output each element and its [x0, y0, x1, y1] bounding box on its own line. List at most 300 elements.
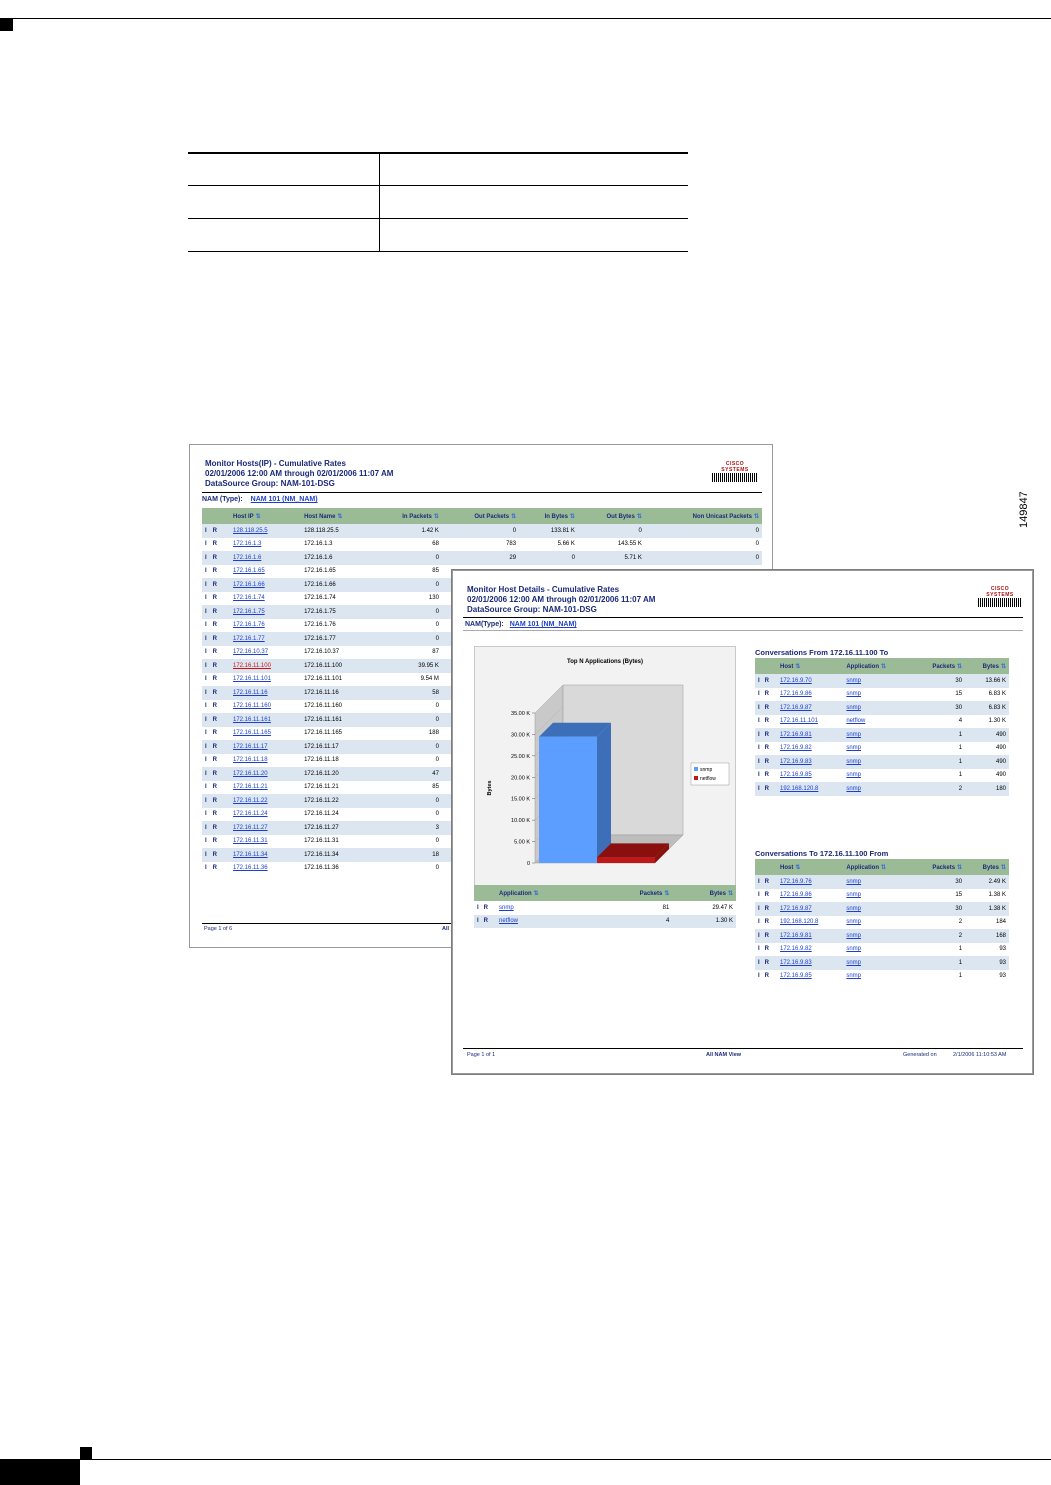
i-link[interactable]: I: [205, 824, 207, 831]
sort-icon[interactable]: ⇅: [795, 864, 801, 871]
hosts-footer-page: Page 1 of 6: [204, 926, 233, 932]
hosts-nam-link[interactable]: NAM 101 (NM_NAM): [250, 496, 318, 503]
cell-app[interactable]: [496, 901, 595, 915]
cell-packets: [912, 929, 965, 943]
cell-host[interactable]: [777, 674, 843, 688]
r-link[interactable]: R: [764, 905, 770, 912]
cell-app[interactable]: [496, 915, 595, 929]
cell-host[interactable]: [777, 755, 843, 769]
bar-snmp: [539, 737, 597, 863]
cell-packets: [912, 875, 965, 889]
col-header[interactable]: [645, 508, 762, 524]
cell-host[interactable]: [777, 943, 843, 957]
cell-host[interactable]: [777, 970, 843, 984]
r-link[interactable]: R: [212, 527, 218, 534]
cell-value: 172.16.9.81: [780, 932, 812, 939]
r-link[interactable]: R: [212, 676, 218, 683]
r-link[interactable]: R: [212, 824, 218, 831]
col-header-label: Non Unicast Packets: [692, 513, 752, 520]
cell-ip[interactable]: [230, 808, 301, 822]
cell-ip[interactable]: [230, 700, 301, 714]
r-link[interactable]: R: [483, 918, 489, 925]
sort-down-icon[interactable]: ⇅: [1000, 864, 1006, 871]
sort-icon[interactable]: ⇅: [569, 513, 575, 520]
sort-icon[interactable]: ⇅: [533, 890, 539, 897]
bar-snmp-side: [597, 723, 611, 863]
r-link[interactable]: R: [764, 892, 770, 899]
row-actions: [202, 538, 230, 552]
cell-app[interactable]: [843, 875, 911, 889]
col-header[interactable]: [843, 859, 911, 875]
r-link[interactable]: R: [212, 757, 218, 764]
sort-down-icon[interactable]: ⇅: [727, 890, 733, 897]
table-row: [755, 742, 1009, 756]
r-link[interactable]: R: [212, 622, 218, 629]
y-tick-label: 0: [526, 861, 530, 867]
cell-host[interactable]: [777, 742, 843, 756]
cell-ip[interactable]: [230, 605, 301, 619]
sort-icon[interactable]: ⇅: [881, 864, 887, 871]
cell-ip[interactable]: [230, 835, 301, 849]
cell-in_pk: [373, 862, 442, 876]
cell-value: 87: [432, 649, 439, 656]
i-link[interactable]: I: [758, 919, 760, 926]
cell-host[interactable]: [777, 916, 843, 930]
cell-value: 133.81 K: [550, 527, 575, 534]
i-link[interactable]: I: [758, 718, 760, 725]
sort-icon[interactable]: ⇅: [753, 513, 759, 520]
cell-value: 81: [662, 904, 670, 911]
cell-value: 2: [958, 785, 963, 792]
cell-value: 4: [666, 918, 670, 925]
i-link[interactable]: I: [205, 770, 207, 777]
cell-app[interactable]: [843, 701, 911, 715]
cell-host[interactable]: [777, 902, 843, 916]
cell-host[interactable]: [777, 701, 843, 715]
cell-name: [301, 538, 373, 552]
i-link[interactable]: I: [758, 905, 760, 912]
cell-app[interactable]: [843, 674, 911, 688]
r-link[interactable]: R: [212, 730, 218, 737]
row-actions: [755, 688, 777, 702]
row-actions: [755, 916, 777, 930]
i-link[interactable]: I: [477, 918, 479, 925]
sort-icon[interactable]: ⇅: [957, 864, 963, 871]
r-link[interactable]: R: [212, 689, 218, 696]
cell-ip[interactable]: [230, 781, 301, 795]
i-link[interactable]: I: [758, 772, 760, 779]
i-link[interactable]: I: [758, 731, 760, 738]
cell-value: 172.16.11.34: [233, 851, 268, 858]
cell-name: [301, 619, 373, 633]
cell-value: snmp: [846, 905, 862, 912]
cell-ip[interactable]: [230, 673, 301, 687]
table-row: [755, 728, 1009, 742]
i-link[interactable]: I: [758, 892, 760, 899]
cell-value: 172.16.11.31: [233, 838, 268, 845]
r-link[interactable]: R: [764, 718, 770, 725]
col-header[interactable]: [595, 885, 672, 901]
cell-value: 172.16.1.77: [233, 635, 265, 642]
r-link[interactable]: R: [212, 595, 218, 602]
i-link[interactable]: I: [758, 973, 760, 980]
top-apps-chart-svg: [475, 647, 735, 885]
i-link[interactable]: I: [205, 527, 207, 534]
cisco-logo-bars: [712, 473, 758, 482]
cell-value: 0: [435, 703, 439, 710]
hosts-title: Monitor Hosts(IP) - Cumulative Rates: [205, 459, 346, 468]
row-actions: [202, 848, 230, 862]
cell-value: 29: [509, 554, 517, 561]
r-link[interactable]: R: [212, 635, 218, 642]
r-link[interactable]: R: [212, 662, 218, 669]
cell-host[interactable]: [777, 715, 843, 729]
i-link[interactable]: I: [205, 662, 207, 669]
cell-value: 5.71 K: [624, 554, 642, 561]
cell-value: 2: [958, 919, 963, 926]
cell-name: [301, 781, 373, 795]
col-header[interactable]: [230, 508, 301, 524]
r-link[interactable]: R: [212, 784, 218, 791]
cell-name: [301, 524, 373, 538]
col-ib: [474, 885, 496, 901]
cell-name: [301, 646, 373, 660]
r-link[interactable]: R: [764, 745, 770, 752]
r-link[interactable]: R: [764, 785, 770, 792]
cell-app[interactable]: [843, 769, 911, 783]
col-header[interactable]: [519, 508, 578, 524]
cell-host[interactable]: [777, 728, 843, 742]
cell-ip[interactable]: [230, 794, 301, 808]
i-link[interactable]: I: [758, 932, 760, 939]
col-header[interactable]: [843, 658, 911, 674]
i-link[interactable]: I: [205, 595, 207, 602]
cell-packets: [912, 970, 965, 984]
row-actions: [202, 713, 230, 727]
cell-value: 1: [958, 946, 963, 953]
cell-ip[interactable]: [230, 848, 301, 862]
r-link[interactable]: R: [212, 608, 218, 615]
cell-app[interactable]: [843, 688, 911, 702]
cell-host[interactable]: [777, 889, 843, 903]
cell-ip[interactable]: [230, 767, 301, 781]
cell-host[interactable]: [777, 956, 843, 970]
cell-value: 172.16.10.37: [304, 649, 340, 656]
cell-value: 5.66 K: [557, 541, 575, 548]
cell-ip[interactable]: [230, 632, 301, 646]
cell-app[interactable]: [843, 902, 911, 916]
cell-value: 172.16.11.165: [304, 730, 342, 737]
cell-name: [301, 848, 373, 862]
sort-down-icon[interactable]: ⇅: [1000, 663, 1006, 670]
r-link[interactable]: R: [764, 946, 770, 953]
col-header[interactable]: [777, 658, 843, 674]
r-link[interactable]: R: [212, 851, 218, 858]
r-link[interactable]: R: [764, 932, 770, 939]
row-actions: [202, 659, 230, 673]
r-link[interactable]: R: [764, 959, 770, 966]
cell-app[interactable]: [843, 782, 911, 796]
cell-app[interactable]: [843, 943, 911, 957]
sort-icon[interactable]: ⇅: [664, 890, 670, 897]
r-link[interactable]: R: [764, 677, 770, 684]
cell-value: 172.16.1.65: [233, 568, 265, 575]
col-header[interactable]: [912, 658, 965, 674]
r-link[interactable]: R: [212, 554, 218, 561]
i-link[interactable]: I: [205, 703, 207, 710]
cell-app[interactable]: [843, 970, 911, 984]
cell-ip[interactable]: [230, 646, 301, 660]
cell-value: 93: [999, 959, 1006, 966]
cell-app[interactable]: [843, 889, 911, 903]
cell-ip[interactable]: [230, 727, 301, 741]
row-actions: [202, 808, 230, 822]
r-link[interactable]: R: [212, 797, 218, 804]
col-header[interactable]: [496, 885, 595, 901]
i-link[interactable]: I: [205, 784, 207, 791]
row-actions: [755, 929, 777, 943]
cell-value: 2: [958, 932, 963, 939]
i-link[interactable]: I: [205, 797, 207, 804]
r-link[interactable]: R: [212, 703, 218, 710]
table-row: [755, 875, 1009, 889]
cell-app[interactable]: [843, 956, 911, 970]
cell-bytes: [965, 769, 1009, 783]
i-link[interactable]: I: [205, 649, 207, 656]
cell-value: snmp: [846, 919, 862, 926]
cell-ip[interactable]: [230, 754, 301, 768]
cell-nu: [645, 538, 762, 552]
y-tick-label: 5.00 K: [514, 839, 530, 846]
y-tick-label: 10.00 K: [511, 818, 530, 825]
cell-in_pk: [373, 632, 442, 646]
sort-icon[interactable]: ⇅: [636, 513, 642, 520]
cell-host[interactable]: [777, 782, 843, 796]
i-link[interactable]: I: [205, 541, 207, 548]
cell-value: 1: [958, 973, 963, 980]
cell-app[interactable]: [843, 916, 911, 930]
i-link[interactable]: I: [205, 635, 207, 642]
col-header[interactable]: [578, 508, 645, 524]
cell-value: 29.47 K: [712, 904, 733, 911]
r-link[interactable]: R: [764, 973, 770, 980]
i-link[interactable]: I: [758, 677, 760, 684]
i-link[interactable]: I: [758, 946, 760, 953]
col-header-label: Bytes: [982, 864, 999, 871]
cell-host[interactable]: [777, 769, 843, 783]
cell-packets: [912, 943, 965, 957]
cell-name: [301, 673, 373, 687]
cell-value: snmp: [846, 704, 862, 711]
row-actions: [202, 565, 230, 579]
cell-ip[interactable]: [230, 578, 301, 592]
cell-name: [301, 592, 373, 606]
cell-in_pk: [373, 727, 442, 741]
cell-ip[interactable]: [230, 821, 301, 835]
cell-ip[interactable]: [230, 551, 301, 565]
cell-value: 1.30 K: [988, 718, 1006, 725]
cell-bytes: [965, 742, 1009, 756]
col-header[interactable]: [373, 508, 442, 524]
y-tick-label: 30.00 K: [511, 732, 530, 739]
sort-icon[interactable]: ⇅: [337, 513, 343, 520]
cell-value: 172.16.11.21: [304, 784, 339, 791]
cell-ip[interactable]: [230, 619, 301, 633]
cell-bytes: [965, 701, 1009, 715]
r-link[interactable]: R: [483, 904, 489, 911]
cell-ip[interactable]: [230, 524, 301, 538]
i-link[interactable]: I: [758, 878, 760, 885]
r-link[interactable]: R: [764, 731, 770, 738]
cell-name: [301, 821, 373, 835]
r-link[interactable]: R: [212, 811, 218, 818]
i-link[interactable]: I: [205, 608, 207, 615]
cell-ip[interactable]: [230, 659, 301, 673]
i-link[interactable]: I: [205, 554, 207, 561]
cell-value: 172.16.11.16: [304, 689, 339, 696]
hosts-datasource: DataSource Group: NAM-101-DSG: [205, 479, 335, 488]
apps-table-header: [474, 885, 736, 901]
sort-icon[interactable]: ⇅: [433, 513, 439, 520]
table-row: [474, 901, 736, 915]
col-header[interactable]: [672, 885, 736, 901]
conv-to-title: Conversations To 172.16.11.100 From: [755, 849, 889, 858]
cell-name: [301, 700, 373, 714]
r-link[interactable]: R: [764, 704, 770, 711]
i-link[interactable]: I: [205, 757, 207, 764]
row-actions: [202, 781, 230, 795]
i-link[interactable]: I: [205, 581, 207, 588]
cell-ip[interactable]: [230, 538, 301, 552]
r-link[interactable]: R: [212, 770, 218, 777]
cisco-logo-text: CISCO SYSTEMS: [721, 461, 749, 473]
row-actions: [755, 889, 777, 903]
cell-host[interactable]: [777, 875, 843, 889]
cell-ip[interactable]: [230, 686, 301, 700]
cell-packets: [912, 902, 965, 916]
i-link[interactable]: I: [205, 865, 207, 872]
sort-icon[interactable]: ⇅: [511, 513, 517, 520]
i-link[interactable]: I: [758, 959, 760, 966]
r-link[interactable]: R: [212, 649, 218, 656]
cell-value: 172.16.9.70: [780, 677, 812, 684]
i-link[interactable]: I: [205, 730, 207, 737]
cell-value: 15: [955, 892, 963, 899]
i-link[interactable]: I: [205, 716, 207, 723]
i-link[interactable]: I: [758, 745, 760, 752]
row-actions: [202, 673, 230, 687]
cell-app[interactable]: [843, 742, 911, 756]
cell-value: 1: [958, 959, 963, 966]
i-link[interactable]: I: [205, 689, 207, 696]
i-link[interactable]: I: [205, 568, 207, 575]
cell-value: 1.38 K: [988, 905, 1006, 912]
table-row: [755, 943, 1009, 957]
i-link[interactable]: I: [758, 785, 760, 792]
cell-ip[interactable]: [230, 740, 301, 754]
col-header[interactable]: [301, 508, 373, 524]
col-header[interactable]: [965, 658, 1009, 674]
cell-value: 172.16.9.86: [780, 691, 812, 698]
details-nam-link[interactable]: NAM 101 (NM_NAM): [509, 621, 577, 628]
row-actions: [755, 875, 777, 889]
r-link[interactable]: R: [764, 878, 770, 885]
i-link[interactable]: I: [758, 758, 760, 765]
table-row: [755, 688, 1009, 702]
cell-name: [301, 713, 373, 727]
r-link[interactable]: R: [764, 919, 770, 926]
r-link[interactable]: R: [212, 743, 218, 750]
cell-value: 1: [958, 731, 963, 738]
cell-app[interactable]: [843, 929, 911, 943]
r-link[interactable]: R: [212, 541, 218, 548]
sort-icon[interactable]: ⇅: [957, 663, 963, 670]
cell-ip[interactable]: [230, 592, 301, 606]
i-link[interactable]: I: [758, 704, 760, 711]
sort-up-icon[interactable]: ⇅: [255, 513, 261, 520]
sort-icon[interactable]: ⇅: [881, 663, 887, 670]
col-header[interactable]: [777, 859, 843, 875]
cell-app[interactable]: [843, 755, 911, 769]
i-link[interactable]: I: [205, 743, 207, 750]
row-actions: [755, 769, 777, 783]
i-link[interactable]: I: [477, 904, 479, 911]
sort-icon[interactable]: ⇅: [795, 663, 801, 670]
cell-host[interactable]: [777, 688, 843, 702]
r-link[interactable]: R: [764, 758, 770, 765]
i-link[interactable]: I: [205, 851, 207, 858]
cell-value: 30: [955, 905, 963, 912]
cell-ip[interactable]: [230, 713, 301, 727]
i-link[interactable]: I: [205, 676, 207, 683]
cell-value: 172.16.11.161: [233, 716, 271, 723]
table-row: [755, 916, 1009, 930]
cell-host[interactable]: [777, 929, 843, 943]
col-header[interactable]: [912, 859, 965, 875]
r-link[interactable]: R: [764, 691, 770, 698]
cell-ip[interactable]: [230, 565, 301, 579]
top-apps-chart: [474, 646, 736, 886]
r-link[interactable]: R: [212, 865, 218, 872]
header-rule: [0, 18, 1051, 19]
details-footer-gen-label: Generated on: [903, 1052, 937, 1058]
cell-app[interactable]: [843, 728, 911, 742]
row-actions: [202, 794, 230, 808]
i-link[interactable]: I: [205, 622, 207, 629]
cell-app[interactable]: [843, 715, 911, 729]
r-link[interactable]: R: [212, 568, 218, 575]
cell-value: snmp: [846, 973, 862, 980]
cell-in_b: [519, 551, 578, 565]
col-header[interactable]: [442, 508, 519, 524]
legend-label-netflow: netflow: [700, 776, 716, 782]
r-link[interactable]: R: [212, 716, 218, 723]
cell-name: [301, 794, 373, 808]
cell-value: 39.95 K: [418, 662, 439, 669]
i-link[interactable]: I: [758, 691, 760, 698]
i-link[interactable]: I: [205, 838, 207, 845]
details-title: Monitor Host Details - Cumulative Rates: [467, 585, 620, 594]
cell-value: 172.16.9.81: [780, 731, 812, 738]
footer-mark: [0, 1460, 80, 1485]
r-link[interactable]: R: [212, 838, 218, 845]
col-header[interactable]: [965, 859, 1009, 875]
i-link[interactable]: I: [205, 811, 207, 818]
cell-value: 172.16.11.165: [233, 730, 271, 737]
r-link[interactable]: R: [764, 772, 770, 779]
cell-ip[interactable]: [230, 862, 301, 876]
r-link[interactable]: R: [212, 581, 218, 588]
